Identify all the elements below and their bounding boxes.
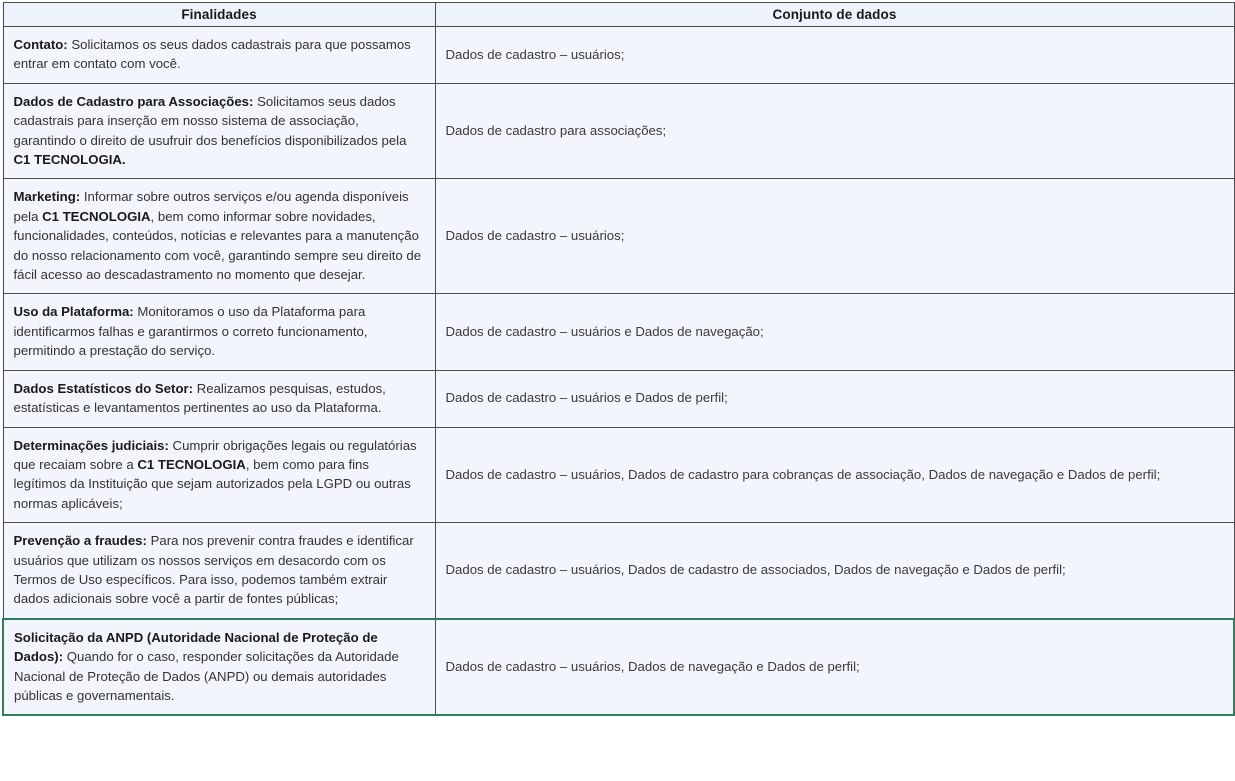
purpose-text: Solicitamos os seus dados cadastrais para que possamos entrar em contato com você. bbox=[13, 37, 411, 72]
purpose-text: Cumprir obrigações legais ou regulatórias que recaiam sobre a bbox=[13, 437, 417, 472]
dataset-cell: Dados de cadastro para associações; bbox=[435, 83, 1234, 179]
dataset-cell: Dados de cadastro – usuários, Dados de cadastro para cobranças de associação, Dados de navegação e Dados de perfil; bbox=[435, 427, 1234, 523]
purpose-cell bbox=[3, 294, 435, 370]
table-body bbox=[3, 27, 1234, 716]
purpose-text: Quando for o caso, responder solicitações da Autoridade Nacional de Proteção de Dados (ANPD) ou demais autoridades públicas e governamentais. bbox=[14, 649, 399, 703]
purpose-cell bbox=[3, 427, 435, 523]
column-header-purposes: Finalidades bbox=[3, 3, 435, 27]
purposes-table bbox=[2, 2, 1235, 716]
purpose-cell bbox=[3, 179, 435, 294]
table-row bbox=[3, 370, 1234, 427]
purpose-text: Solicitamos seus dados cadastrais para inserção em nosso sistema de associação, garantindo o direito de usufruir dos benefícios disponibilizados pela bbox=[13, 93, 407, 148]
dataset-cell: Dados de cadastro – usuários; bbox=[435, 27, 1234, 84]
purpose-lead: Uso da Plataforma: bbox=[13, 304, 134, 320]
table-row bbox=[3, 523, 1234, 619]
purpose-emphasis: C1 TECNOLOGIA bbox=[137, 456, 246, 472]
table-row bbox=[3, 83, 1234, 179]
table-row-highlighted bbox=[3, 619, 1234, 716]
purpose-cell bbox=[3, 370, 435, 427]
purpose-cell bbox=[3, 619, 435, 716]
table-row bbox=[3, 27, 1234, 84]
purpose-lead: Prevenção a fraudes: bbox=[13, 533, 147, 549]
dataset-cell: Dados de cadastro – usuários e Dados de perfil; bbox=[435, 370, 1234, 427]
purpose-cell bbox=[3, 83, 435, 179]
table-header-row bbox=[3, 3, 1234, 27]
purpose-lead: Determinações judiciais: bbox=[13, 437, 169, 453]
purpose-text: Monitoramos o uso da Plataforma para identificarmos falhas e garantirmos o correto funcionamento, permitindo a prestação do serviço. bbox=[13, 304, 368, 359]
purpose-text: Para nos prevenir contra fraudes e identificar usuários que utilizam os nossos serviços em desacordo com os Termos de Uso específicos. Para isso, podemos também extrair dados adicionais sobre você a partir de fontes públicas; bbox=[13, 533, 414, 607]
purpose-cell bbox=[3, 27, 435, 84]
purpose-text-tail: , bem como informar sobre novidades, funcionalidades, conteúdos, notícias e relevantes para a manutenção do nosso relacionamento com você, garantindo sempre seu direito de fácil acesso ao descadastramento no momento que desejar. bbox=[13, 208, 422, 283]
table-row bbox=[3, 179, 1234, 294]
purpose-lead: Contato: bbox=[13, 37, 68, 52]
dataset-cell: Dados de cadastro – usuários, Dados de cadastro de associados, Dados de navegação e Dados de perfil; bbox=[435, 523, 1234, 619]
purpose-emphasis: C1 TECNOLOGIA. bbox=[13, 152, 126, 168]
purpose-lead: Dados Estatísticos do Setor: bbox=[13, 380, 194, 396]
column-header-dataset: Conjunto de dados bbox=[435, 3, 1234, 27]
dataset-cell: Dados de cadastro – usuários; bbox=[435, 179, 1234, 294]
purpose-text: Realizamos pesquisas, estudos, estatísticas e levantamentos pertinentes ao uso da Plataforma. bbox=[13, 380, 386, 416]
table-row bbox=[3, 427, 1234, 523]
table-row bbox=[3, 294, 1234, 370]
purpose-text: Informar sobre outros serviços e/ou agenda disponíveis pela bbox=[13, 189, 409, 224]
purpose-emphasis: C1 TECNOLOGIA bbox=[42, 208, 151, 224]
purpose-lead: Marketing: bbox=[13, 189, 81, 205]
purpose-lead: Solicitação da ANPD (Autoridade Nacional de Proteção de Dados): bbox=[14, 629, 378, 665]
dataset-cell: Dados de cadastro – usuários, Dados de navegação e Dados de perfil; bbox=[435, 619, 1234, 716]
purpose-lead: Dados de Cadastro para Associações: bbox=[13, 93, 254, 109]
dataset-cell: Dados de cadastro – usuários e Dados de navegação; bbox=[435, 294, 1234, 370]
purpose-text-tail: , bem como para fins legítimos da Instituição que sejam autorizados pela LGPD ou outras normas aplicáveis; bbox=[13, 456, 411, 511]
purpose-cell bbox=[3, 523, 435, 619]
